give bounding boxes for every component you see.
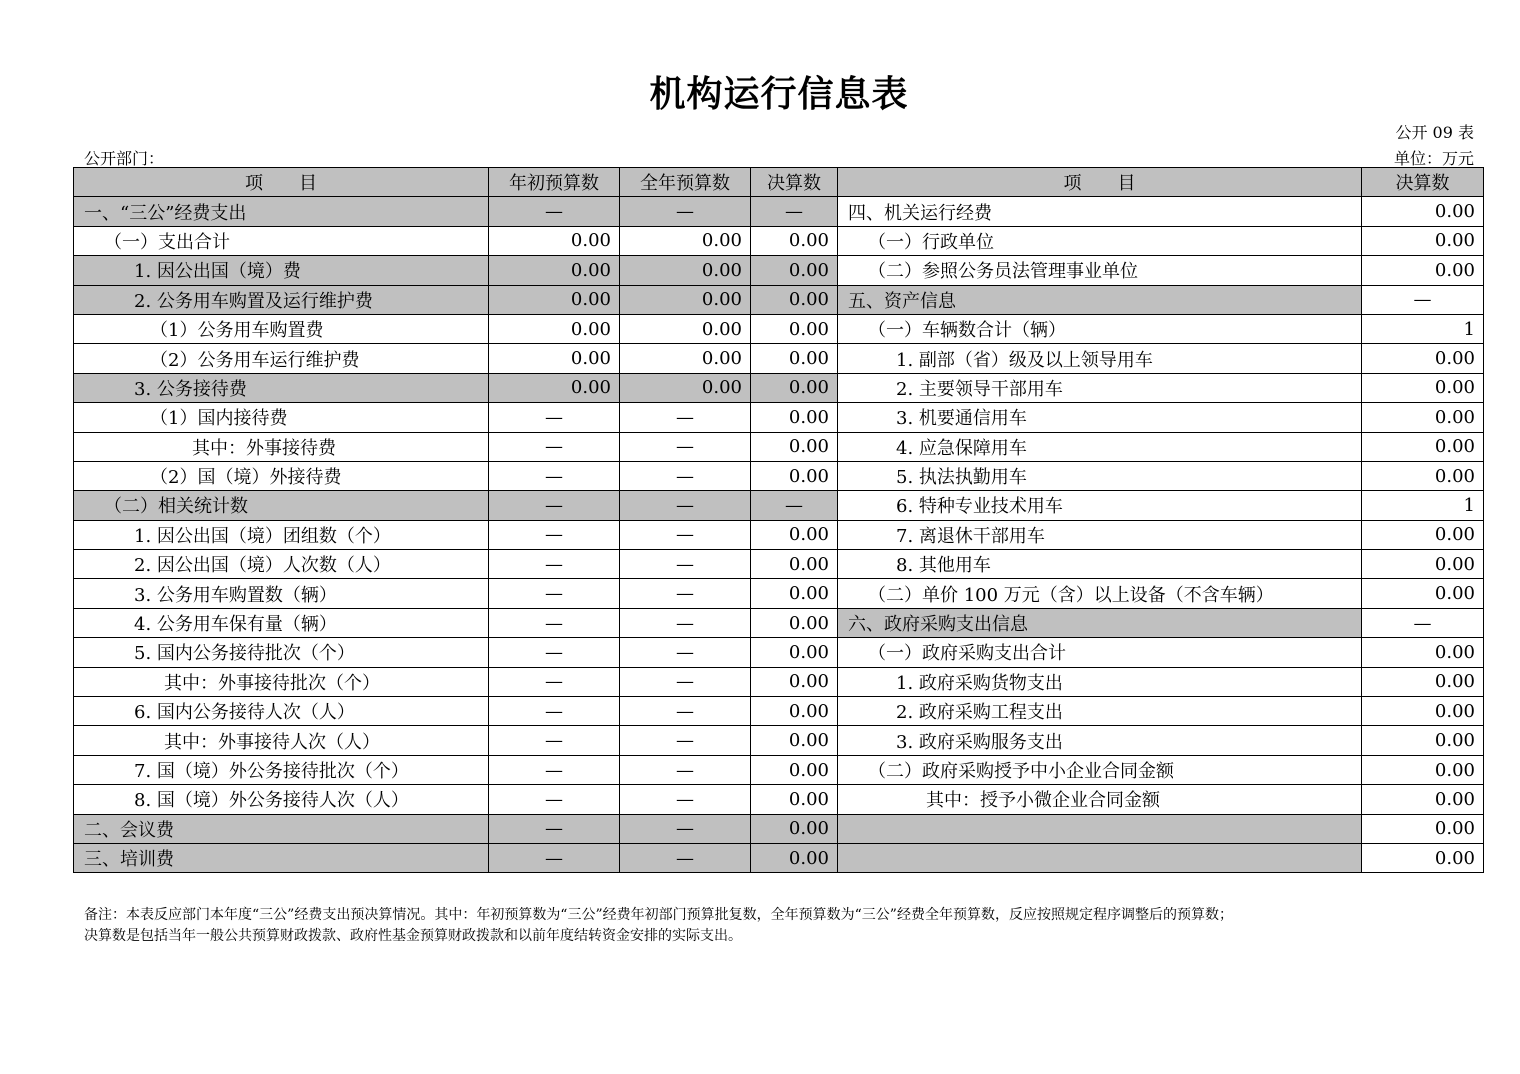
initial-budget-cell: 0.00 [489, 314, 620, 343]
right-final-cell: 0.00 [1362, 843, 1484, 872]
row-item-label: 4. 公务用车保有量（辆） [74, 608, 489, 637]
header-final: 决算数 [751, 168, 838, 197]
table-row [74, 755, 1484, 784]
annual-budget-cell: — [620, 843, 751, 872]
annual-budget-cell: 0.00 [620, 373, 751, 402]
right-final-cell: 0.00 [1362, 697, 1484, 726]
table-row [74, 491, 1484, 520]
header-item-right: 项 目 [838, 168, 1362, 197]
final-cell: 0.00 [751, 520, 838, 549]
footnote [84, 905, 1484, 947]
right-item-label: 7. 离退休干部用车 [838, 520, 1362, 549]
right-final-cell: 0.00 [1362, 403, 1484, 432]
final-cell: — [751, 491, 838, 520]
footnote-line-1: 备注：本表反应部门本年度“三公”经费支出预决算情况。其中：年初预算数为“三公”经费年初部门预算批复数，全年预算数为“三公”经费全年预算数，反应按照规定程序调整后的预算数； [84, 907, 1233, 923]
annual-budget-cell: — [620, 608, 751, 637]
table-row [74, 785, 1484, 814]
right-item-label: 2. 主要领导干部用车 [838, 373, 1362, 402]
table-row [74, 197, 1484, 226]
header-initial-budget: 年初预算数 [489, 168, 620, 197]
right-item-label: 8. 其他用车 [838, 550, 1362, 579]
final-cell: 0.00 [751, 256, 838, 285]
annual-budget-cell: 0.00 [620, 285, 751, 314]
right-final-cell: 0.00 [1362, 461, 1484, 490]
right-item-label: 其中：授予小微企业合同金额 [838, 785, 1362, 814]
initial-budget-cell: — [489, 667, 620, 696]
final-cell: 0.00 [751, 314, 838, 343]
final-cell: 0.00 [751, 638, 838, 667]
row-item-label: 8. 国（境）外公务接待人次（人） [74, 785, 489, 814]
header-item: 项 目 [74, 168, 489, 197]
right-final-cell: 0.00 [1362, 373, 1484, 402]
right-item-label: 6. 特种专业技术用车 [838, 491, 1362, 520]
final-cell: — [751, 197, 838, 226]
final-cell: 0.00 [751, 403, 838, 432]
right-item-label: 2. 政府采购工程支出 [838, 697, 1362, 726]
initial-budget-cell: — [489, 697, 620, 726]
right-item-label: 1. 副部（省）级及以上领导用车 [838, 344, 1362, 373]
row-item-label: （2）公务用车运行维护费 [74, 344, 489, 373]
table-row [74, 226, 1484, 255]
right-item-label: 五、资产信息 [838, 285, 1362, 314]
final-cell: 0.00 [751, 285, 838, 314]
row-item-label: （二）相关统计数 [74, 491, 489, 520]
initial-budget-cell: — [489, 403, 620, 432]
annual-budget-cell: — [620, 550, 751, 579]
right-item-label: 1. 政府采购货物支出 [838, 667, 1362, 696]
table-row [74, 579, 1484, 608]
final-cell: 0.00 [751, 344, 838, 373]
right-final-cell: 1 [1362, 314, 1484, 343]
form-number: 公开 09 表 [1395, 123, 1474, 142]
final-cell: 0.00 [751, 726, 838, 755]
initial-budget-cell: — [489, 520, 620, 549]
table-row [74, 314, 1484, 343]
right-item-label: （一）政府采购支出合计 [838, 638, 1362, 667]
right-item-label: 4. 应急保障用车 [838, 432, 1362, 461]
right-item-label: 5. 执法执勤用车 [838, 461, 1362, 490]
right-item-label: （二）政府采购授予中小企业合同金额 [838, 755, 1362, 784]
final-cell: 0.00 [751, 461, 838, 490]
table-row [74, 638, 1484, 667]
annual-budget-cell: — [620, 491, 751, 520]
annual-budget-cell: — [620, 197, 751, 226]
annual-budget-cell: 0.00 [620, 226, 751, 255]
right-final-cell: 0.00 [1362, 520, 1484, 549]
table-row [74, 843, 1484, 872]
right-item-label: 3. 机要通信用车 [838, 403, 1362, 432]
final-cell: 0.00 [751, 814, 838, 843]
initial-budget-cell: 0.00 [489, 256, 620, 285]
annual-budget-cell: — [620, 814, 751, 843]
final-cell: 0.00 [751, 697, 838, 726]
right-item-label: （一）车辆数合计（辆） [838, 314, 1362, 343]
right-final-cell: 1 [1362, 491, 1484, 520]
right-final-cell: — [1362, 285, 1484, 314]
final-cell: 0.00 [751, 755, 838, 784]
right-final-cell: 0.00 [1362, 197, 1484, 226]
row-item-label: （一）支出合计 [74, 226, 489, 255]
right-final-cell: 0.00 [1362, 726, 1484, 755]
final-cell: 0.00 [751, 432, 838, 461]
annual-budget-cell: — [620, 461, 751, 490]
header-final-right: 决算数 [1362, 168, 1484, 197]
right-final-cell: 0.00 [1362, 814, 1484, 843]
right-item-label: （二）单价 100 万元（含）以上设备（不含车辆） [838, 579, 1362, 608]
annual-budget-cell: — [620, 403, 751, 432]
page-title: 机构运行信息表 [649, 73, 909, 115]
initial-budget-cell: — [489, 843, 620, 872]
header-annual-budget: 全年预算数 [620, 168, 751, 197]
row-item-label: 2. 因公出国（境）人次数（人） [74, 550, 489, 579]
table-row [74, 432, 1484, 461]
annual-budget-cell: — [620, 755, 751, 784]
table-row [74, 550, 1484, 579]
table-row [74, 814, 1484, 843]
initial-budget-cell: — [489, 755, 620, 784]
row-item-label: 二、会议费 [74, 814, 489, 843]
row-item-label: 其中：外事接待人次（人） [74, 726, 489, 755]
initial-budget-cell: 0.00 [489, 373, 620, 402]
table-row [74, 344, 1484, 373]
footnote-line-2: 决算数是包括当年一般公共预算财政拨款、政府性基金预算财政拨款和以前年度结转资金安排的实际支出。 [84, 928, 742, 944]
annual-budget-cell: 0.00 [620, 344, 751, 373]
right-final-cell: 0.00 [1362, 785, 1484, 814]
table-row [74, 256, 1484, 285]
row-item-label: 6. 国内公务接待人次（人） [74, 697, 489, 726]
annual-budget-cell: — [620, 785, 751, 814]
unit-label: 单位：万元 [1393, 149, 1474, 168]
row-item-label: （1）公务用车购置费 [74, 314, 489, 343]
final-cell: 0.00 [751, 667, 838, 696]
annual-budget-cell: — [620, 726, 751, 755]
row-item-label: 其中：外事接待费 [74, 432, 489, 461]
annual-budget-cell: — [620, 432, 751, 461]
row-item-label: 7. 国（境）外公务接待批次（个） [74, 755, 489, 784]
initial-budget-cell: — [489, 785, 620, 814]
right-item-label: 3. 政府采购服务支出 [838, 726, 1362, 755]
final-cell: 0.00 [751, 226, 838, 255]
right-item-label: 六、政府采购支出信息 [838, 608, 1362, 637]
row-item-label: 5. 国内公务接待批次（个） [74, 638, 489, 667]
initial-budget-cell: — [489, 491, 620, 520]
initial-budget-cell: — [489, 608, 620, 637]
table-row [74, 285, 1484, 314]
annual-budget-cell: 0.00 [620, 256, 751, 285]
right-item-label [838, 814, 1362, 843]
initial-budget-cell: 0.00 [489, 344, 620, 373]
initial-budget-cell: — [489, 197, 620, 226]
right-final-cell: 0.00 [1362, 344, 1484, 373]
final-cell: 0.00 [751, 785, 838, 814]
final-cell: 0.00 [751, 608, 838, 637]
initial-budget-cell: — [489, 638, 620, 667]
final-cell: 0.00 [751, 373, 838, 402]
table-row [74, 373, 1484, 402]
row-item-label: 一、“三公”经费支出 [74, 197, 489, 226]
initial-budget-cell: — [489, 461, 620, 490]
initial-budget-cell: — [489, 432, 620, 461]
department-label: 公开部门： [84, 149, 165, 168]
table-row [74, 461, 1484, 490]
row-item-label: 其中：外事接待批次（个） [74, 667, 489, 696]
right-final-cell: — [1362, 608, 1484, 637]
right-item-label: 四、机关运行经费 [838, 197, 1362, 226]
table-header-row [74, 168, 1484, 197]
right-final-cell: 0.00 [1362, 579, 1484, 608]
annual-budget-cell: — [620, 520, 751, 549]
initial-budget-cell: — [489, 726, 620, 755]
annual-budget-cell: — [620, 579, 751, 608]
table-row [74, 520, 1484, 549]
final-cell: 0.00 [751, 550, 838, 579]
right-final-cell: 0.00 [1362, 638, 1484, 667]
row-item-label: 1. 因公出国（境）团组数（个） [74, 520, 489, 549]
table-row [74, 403, 1484, 432]
table-row [74, 667, 1484, 696]
row-item-label: 2. 公务用车购置及运行维护费 [74, 285, 489, 314]
annual-budget-cell: — [620, 697, 751, 726]
right-final-cell: 0.00 [1362, 667, 1484, 696]
right-final-cell: 0.00 [1362, 432, 1484, 461]
right-item-label [838, 843, 1362, 872]
row-item-label: 3. 公务接待费 [74, 373, 489, 402]
initial-budget-cell: — [489, 550, 620, 579]
initial-budget-cell: — [489, 579, 620, 608]
final-cell: 0.00 [751, 843, 838, 872]
row-item-label: 1. 因公出国（境）费 [74, 256, 489, 285]
right-final-cell: 0.00 [1362, 226, 1484, 255]
table-row [74, 608, 1484, 637]
row-item-label: 3. 公务用车购置数（辆） [74, 579, 489, 608]
row-item-label: 三、培训费 [74, 843, 489, 872]
initial-budget-cell: 0.00 [489, 226, 620, 255]
row-item-label: （2）国（境）外接待费 [74, 461, 489, 490]
table-row [74, 726, 1484, 755]
right-final-cell: 0.00 [1362, 755, 1484, 784]
operation-info-table [73, 167, 1484, 873]
table-row [74, 697, 1484, 726]
row-item-label: （1）国内接待费 [74, 403, 489, 432]
annual-budget-cell: 0.00 [620, 314, 751, 343]
right-final-cell: 0.00 [1362, 256, 1484, 285]
annual-budget-cell: — [620, 638, 751, 667]
annual-budget-cell: — [620, 667, 751, 696]
final-cell: 0.00 [751, 579, 838, 608]
right-item-label: （二）参照公务员法管理事业单位 [838, 256, 1362, 285]
right-final-cell: 0.00 [1362, 550, 1484, 579]
initial-budget-cell: — [489, 814, 620, 843]
right-item-label: （一）行政单位 [838, 226, 1362, 255]
initial-budget-cell: 0.00 [489, 285, 620, 314]
